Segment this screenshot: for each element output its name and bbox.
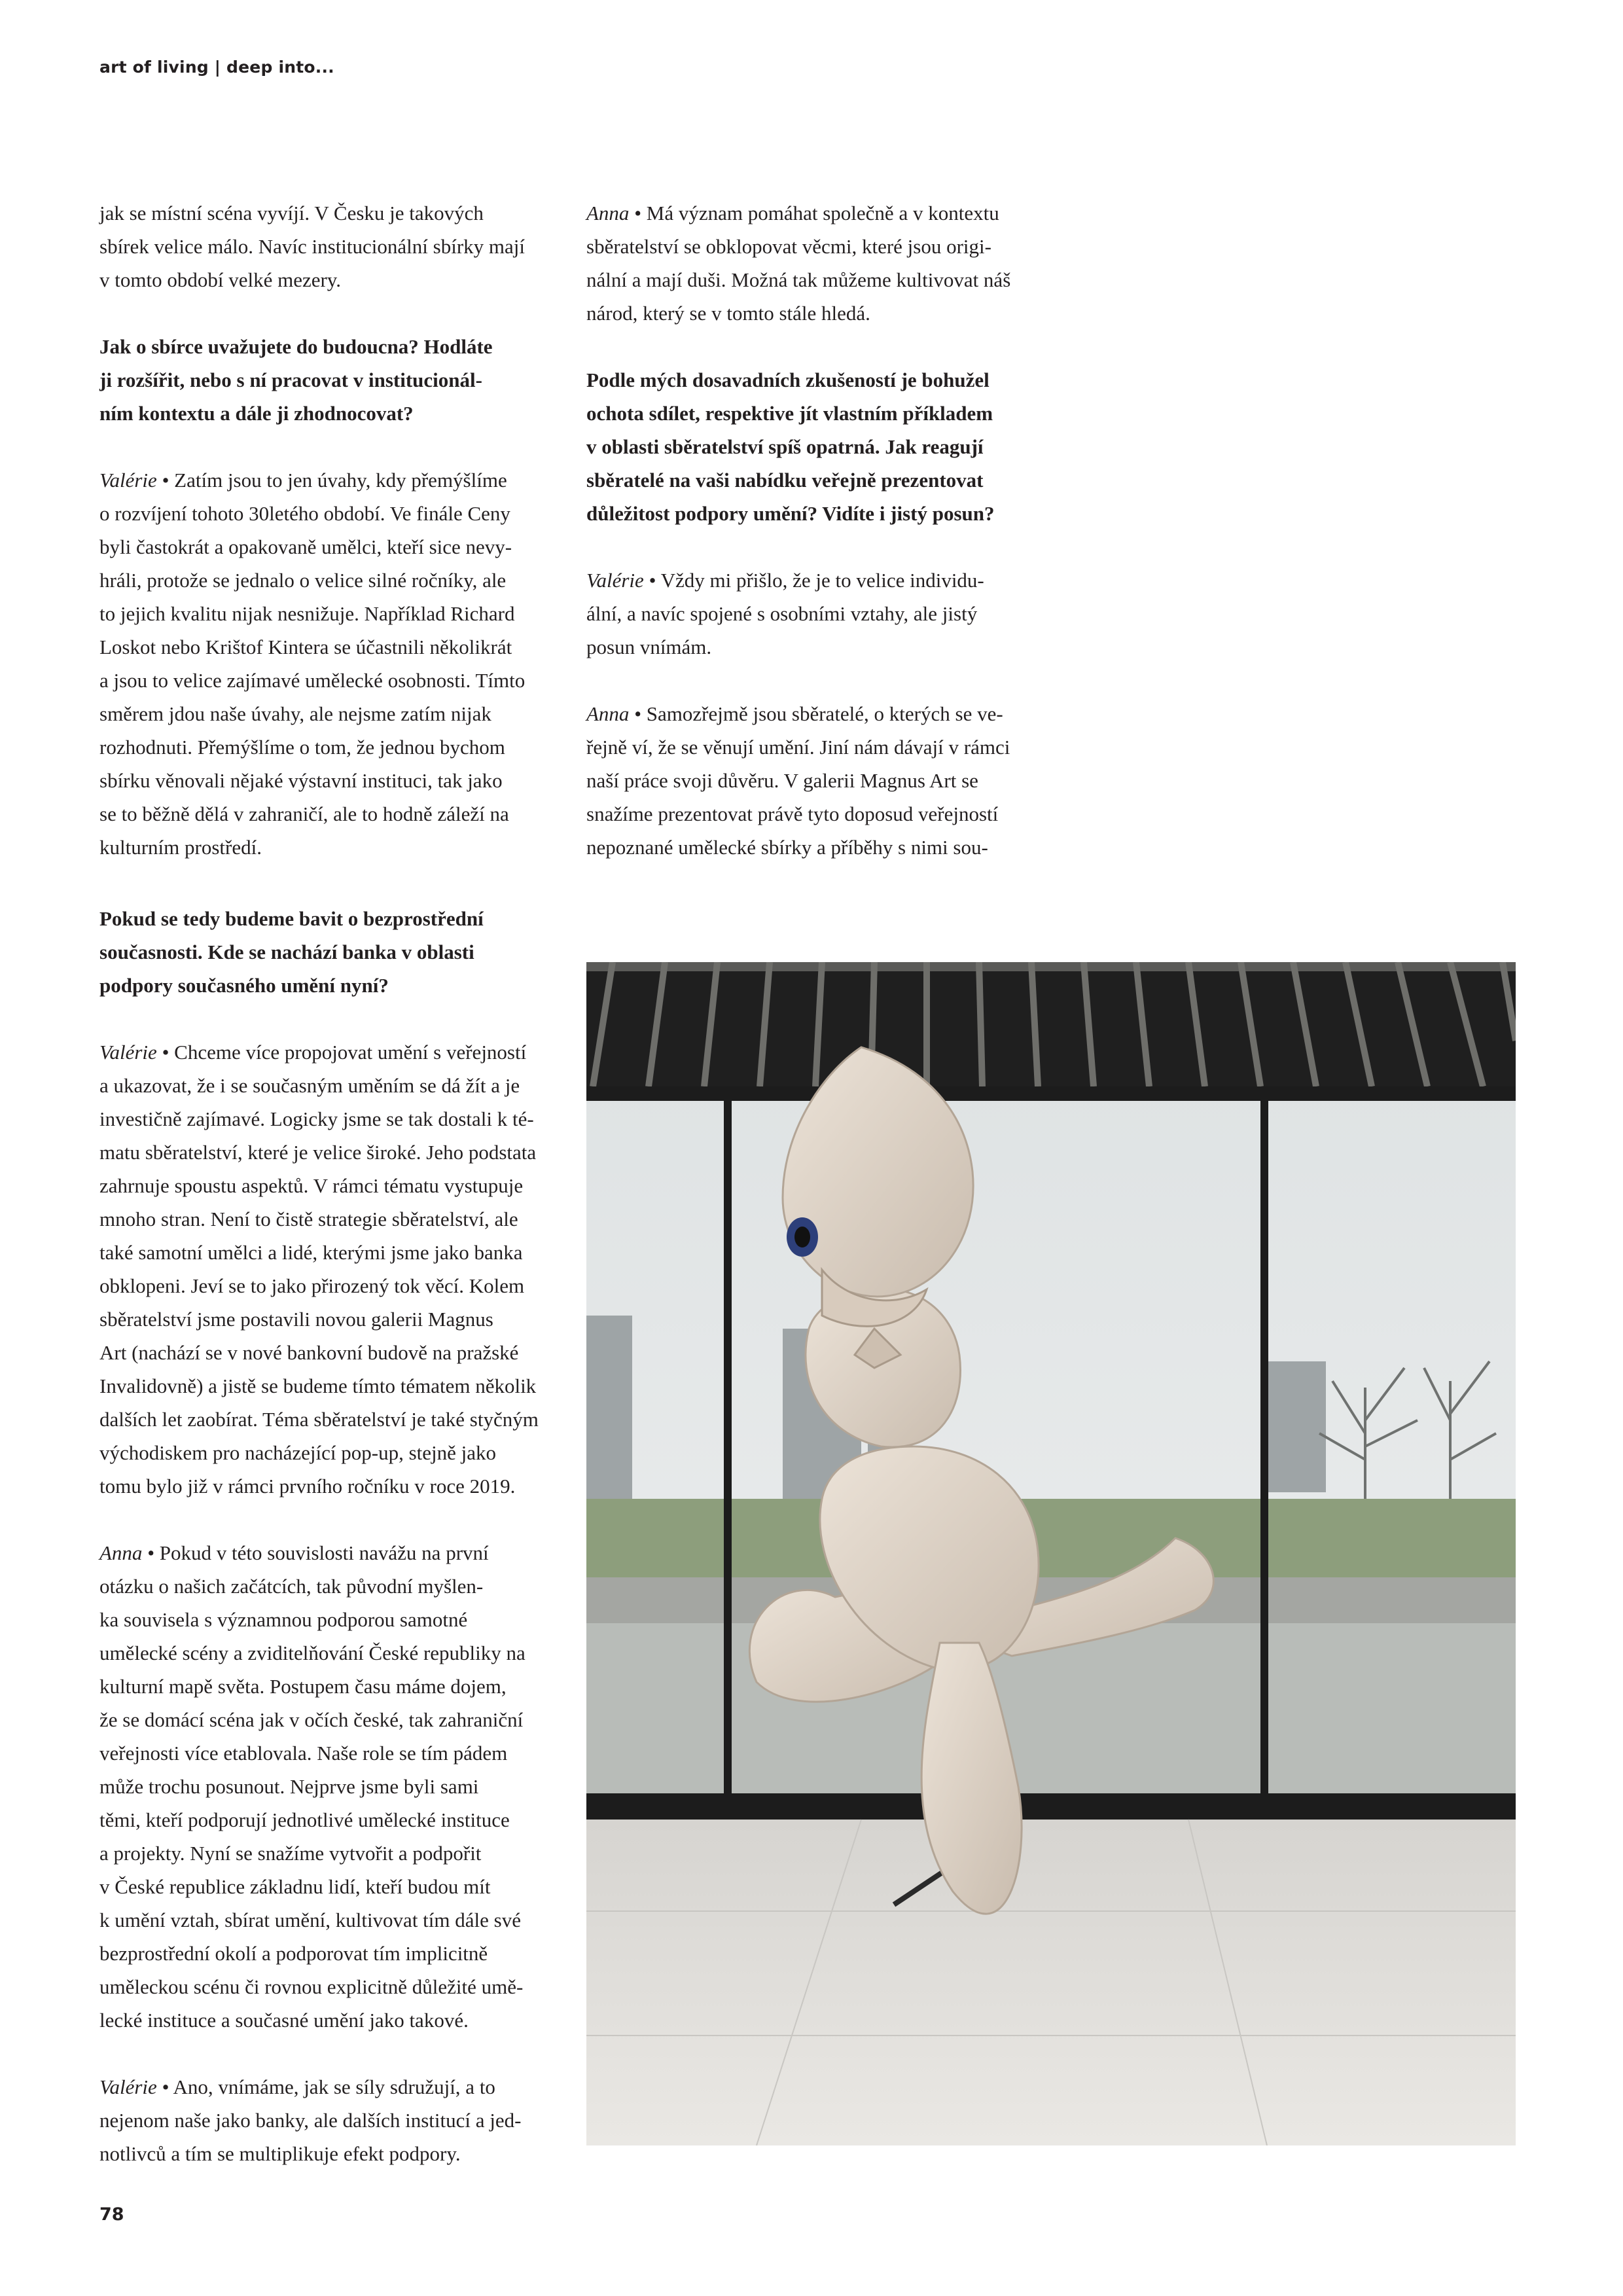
running-header: art of living | deep into... bbox=[99, 58, 334, 77]
speaker-name: Valérie bbox=[99, 1041, 157, 1064]
speaker-name: Valérie bbox=[99, 2075, 157, 2098]
text-line: může trochu posunout. Nejprve jsme byli sami bbox=[99, 1775, 479, 1798]
answer-paragraph bbox=[99, 196, 544, 296]
paragraph-first-line bbox=[586, 564, 1031, 597]
answer-paragraph bbox=[586, 196, 1031, 330]
text-line: v České republice základnu lidí, kteří budou mít bbox=[99, 1875, 491, 1898]
text-line: snažíme prezentovat právě tyto doposud veřejností bbox=[586, 802, 999, 825]
text-line: otázku o našich začátcích, tak původní myšlen- bbox=[99, 1575, 484, 1598]
paragraph-first-line bbox=[99, 463, 544, 497]
answer-paragraph bbox=[99, 463, 544, 864]
question-paragraph bbox=[99, 330, 544, 430]
speaker-name: Anna bbox=[586, 202, 630, 224]
paragraph-text: • Ano, vnímáme, jak se síly sdružují, a to bbox=[156, 2075, 495, 2098]
text-line: a ukazovat, že i se současným uměním se dá žít a je bbox=[99, 1074, 520, 1097]
answer-paragraph bbox=[586, 564, 1031, 664]
speaker-name: Anna bbox=[586, 702, 630, 725]
answer-paragraph bbox=[99, 2070, 544, 2170]
text-line: matu sběratelství, které je velice široké. Jeho podstata bbox=[99, 1141, 537, 1164]
question-paragraph bbox=[586, 363, 1031, 530]
text-line: důležitost podpory umění? Vidíte i jistý posun? bbox=[586, 502, 995, 525]
paragraph-text: • Chceme více propojovat umění s veřejností bbox=[156, 1041, 527, 1064]
text-line: také samotní umělci a lidé, kterými jsme jako banka bbox=[99, 1241, 523, 1264]
left-column bbox=[99, 196, 544, 864]
paragraph-text: • Vždy mi přišlo, že je to velice individu- bbox=[643, 569, 984, 592]
speaker-name: Anna bbox=[99, 1541, 143, 1564]
text-line: Podle mých dosavadních zkušeností je bohužel bbox=[586, 368, 990, 391]
text-line: uměleckou scénu či rovnou explicitně důležité umě- bbox=[99, 1975, 524, 1998]
text-line: rozhodnuti. Přemýšlíme o tom, že jednou bychom bbox=[99, 736, 505, 759]
text-line: jak se místní scéna vyvíjí. V Česku je takových bbox=[99, 202, 484, 224]
answer-paragraph bbox=[586, 697, 1031, 864]
text-line: nální a mají duši. Možná tak můžeme kultivovat náš bbox=[586, 268, 1011, 291]
text-line: to jejich kvalitu nijak nesnižuje. Například Richard bbox=[99, 602, 515, 625]
text-line: a projekty. Nyní se snažíme vytvořit a podpořit bbox=[99, 1842, 482, 1865]
text-line: zahrnuje spoustu aspektů. V rámci tématu vystupuje bbox=[99, 1174, 524, 1197]
text-line: obklopeni. Jeví se to jako přirozený tok věcí. Kolem bbox=[99, 1274, 525, 1297]
text-line: investičně zajímavé. Logicky jsme se tak dostali k té- bbox=[99, 1107, 534, 1130]
text-line: tomu bylo již v rámci prvního ročníku v roce 2019. bbox=[99, 1475, 516, 1498]
text-line: veřejnosti více etablovala. Naše role se tím pádem bbox=[99, 1742, 508, 1765]
paragraph-text: • Zatím jsou to jen úvahy, kdy přemýšlíme bbox=[156, 469, 507, 492]
speaker-name: Valérie bbox=[99, 469, 157, 492]
text-line: nepoznané umělecké sbírky a příběhy s nimi sou- bbox=[586, 836, 988, 859]
text-line: sbírku věnovali nějaké výstavní instituci, tak jako bbox=[99, 769, 503, 792]
text-line: ochota sdílet, respektive jít vlastním příkladem bbox=[586, 402, 993, 425]
text-line: byli častokrát a opakovaně umělci, kteří sice nevy- bbox=[99, 535, 512, 558]
text-line: k umění vztah, sbírat umění, kultivovat tím dále své bbox=[99, 1909, 521, 1931]
text-line: řejně ví, že se věnují umění. Jiní nám dávají v rámci bbox=[586, 736, 1010, 759]
text-line: sběratelství jsme postavili novou galerii Magnus bbox=[99, 1308, 493, 1331]
text-line: Loskot nebo Krištof Kintera se účastnili několikrát bbox=[99, 636, 512, 658]
text-line: se to běžně dělá v zahraničí, ale to hodně záleží na bbox=[99, 802, 509, 825]
text-line: východiskem pro nacházející pop-up, stejně jako bbox=[99, 1441, 497, 1464]
text-line: ka souvisela s významnou podporou samotné bbox=[99, 1608, 468, 1631]
text-line: lecké instituce a současné umění jako takové. bbox=[99, 2009, 469, 2032]
page-number: 78 bbox=[99, 2204, 124, 2225]
text-line: že se domácí scéna jak v očích české, tak zahraniční bbox=[99, 1708, 524, 1731]
text-line: hráli, protože se jednalo o velice silné ročníky, ale bbox=[99, 569, 507, 592]
speaker-name: Valérie bbox=[586, 569, 644, 592]
answer-paragraph bbox=[99, 1536, 544, 2037]
text-line: kulturním prostředí. bbox=[99, 836, 262, 859]
text-line: mnoho stran. Není to čistě strategie sběratelství, ale bbox=[99, 1208, 518, 1230]
text-line: Pokud se tedy budeme bavit o bezprostřední bbox=[99, 907, 484, 930]
paragraph-first-line bbox=[99, 2070, 544, 2104]
text-line: kulturní mapě světa. Postupem času máme dojem, bbox=[99, 1675, 507, 1698]
paragraph-first-line bbox=[586, 196, 1031, 230]
lower-left-column bbox=[99, 902, 544, 2170]
text-line: směrem jdou naše úvahy, ale nejsme zatím nijak bbox=[99, 702, 491, 725]
text-line: Invalidovně) a jistě se budeme tímto tématem několik bbox=[99, 1374, 537, 1397]
answer-paragraph bbox=[99, 1035, 544, 1503]
text-line: bezprostřední okolí a podporovat tím implicitně bbox=[99, 1942, 488, 1965]
text-line: sběratelství se obklopovat věcmi, které jsou origi- bbox=[586, 235, 991, 258]
text-line: těmi, kteří podporují jednotlivé umělecké instituce bbox=[99, 1808, 510, 1831]
text-line: sběratelé na vaši nabídku veřejně prezentovat bbox=[586, 469, 984, 492]
sculpture-photograph bbox=[586, 962, 1516, 2145]
text-line: nejenom naše jako banky, ale dalších institucí a jed- bbox=[99, 2109, 522, 2132]
text-line: posun vnímám. bbox=[586, 636, 712, 658]
paragraph-text: • Pokud v této souvislosti navážu na první bbox=[142, 1541, 489, 1564]
text-line: Jak o sbírce uvažujete do budoucna? Hodláte bbox=[99, 335, 493, 358]
right-column bbox=[586, 196, 1031, 864]
text-line: národ, který se v tomto stále hledá. bbox=[586, 302, 870, 325]
text-line: ji rozšířit, nebo s ní pracovat v institucionál- bbox=[99, 368, 482, 391]
text-line: ním kontextu a dále ji zhodnocovat? bbox=[99, 402, 414, 425]
paragraph-first-line bbox=[99, 1035, 544, 1069]
text-line: v tomto období velké mezery. bbox=[99, 268, 342, 291]
text-line: a jsou to velice zajímavé umělecké osobnosti. Tímto bbox=[99, 669, 526, 692]
text-line: ální, a navíc spojené s osobními vztahy, ale jistý bbox=[586, 602, 978, 625]
text-line: Art (nachází se v nové bankovní budově na pražské bbox=[99, 1341, 519, 1364]
text-line: umělecké scény a zviditelňování České republiky na bbox=[99, 1641, 526, 1664]
text-line: současnosti. Kde se nachází banka v oblasti bbox=[99, 941, 474, 963]
ceiling-slats bbox=[586, 962, 1516, 971]
text-line: podpory současného umění nyní? bbox=[99, 974, 389, 997]
text-line: naší práce svoji důvěru. V galerii Magnus Art se bbox=[586, 769, 978, 792]
paragraph-first-line bbox=[99, 1536, 544, 1570]
text-line: o rozvíjení tohoto 30letého období. Ve finále Ceny bbox=[99, 502, 510, 525]
paragraph-text: • Má význam pomáhat společně a v kontextu bbox=[629, 202, 999, 224]
paragraph-first-line bbox=[586, 697, 1031, 730]
text-line: notlivců a tím se multiplikuje efekt podpory. bbox=[99, 2142, 461, 2165]
text-line: v oblasti sběratelství spíš opatrná. Jak reagují bbox=[586, 435, 984, 458]
question-paragraph bbox=[99, 902, 544, 1002]
paragraph-text: • Samozřejmě jsou sběratelé, o kterých se ve- bbox=[629, 702, 1003, 725]
text-line: sbírek velice málo. Navíc institucionální sbírky mají bbox=[99, 235, 525, 258]
text-line: dalších let zaobírat. Téma sběratelství je také styčným bbox=[99, 1408, 539, 1431]
